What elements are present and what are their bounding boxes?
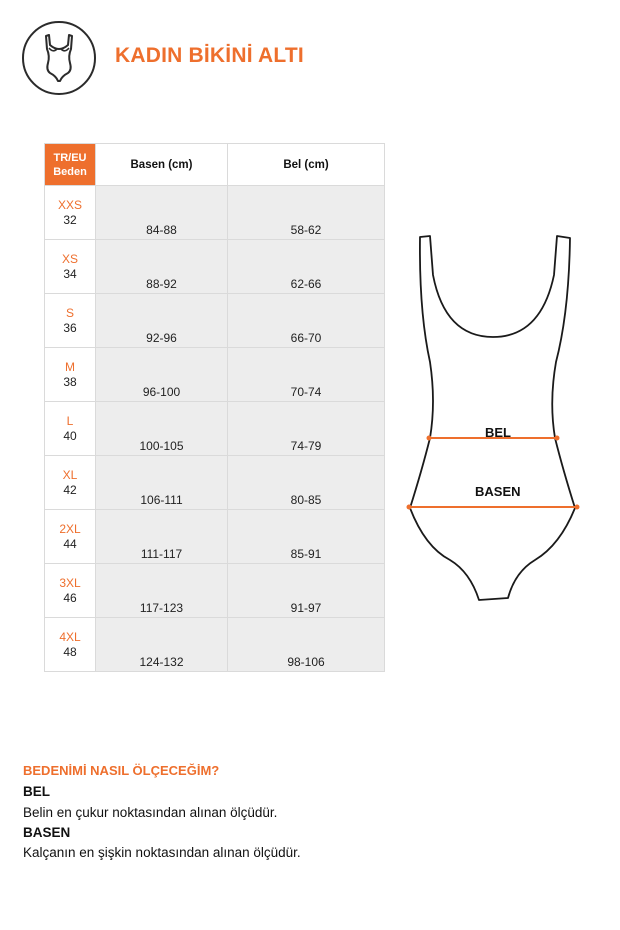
guide-title: BEDENİMİ NASIL ÖLÇECEĞİM? xyxy=(23,763,220,778)
size-number: 32 xyxy=(63,213,77,227)
page-title: KADIN BİKİNİ ALTI xyxy=(115,44,304,67)
waist-cell xyxy=(228,402,385,456)
size-cell xyxy=(45,456,96,510)
size-table xyxy=(44,143,385,672)
hip-cell xyxy=(96,186,228,240)
size-label: 4XL xyxy=(59,630,81,644)
size-cell xyxy=(45,240,96,294)
hip-value: 117-123 xyxy=(139,601,184,615)
size-label: 2XL xyxy=(59,522,81,536)
hip-cell xyxy=(96,564,228,618)
hip-cell xyxy=(96,294,228,348)
header-size-line2: Beden xyxy=(53,165,87,178)
table-row xyxy=(45,402,385,456)
table-row xyxy=(45,240,385,294)
hip-value: 111-117 xyxy=(140,547,183,561)
waist-value: 91-97 xyxy=(290,601,322,615)
waist-cell xyxy=(228,564,385,618)
size-label: M xyxy=(65,360,75,374)
size-number: 44 xyxy=(63,537,77,551)
waist-cell xyxy=(228,294,385,348)
waist-cell xyxy=(228,348,385,402)
size-label: XS xyxy=(61,252,78,266)
size-number: 40 xyxy=(63,429,77,443)
waist-cell xyxy=(228,618,385,672)
table-row xyxy=(45,294,385,348)
size-cell xyxy=(45,618,96,672)
waist-value: 70-74 xyxy=(290,385,322,399)
waist-cell xyxy=(228,186,385,240)
waist-value: 66-70 xyxy=(290,331,322,345)
size-number: 38 xyxy=(63,375,77,389)
size-number: 34 xyxy=(63,267,77,281)
guide-waist-title: BEL xyxy=(23,784,50,799)
header-waist: Bel (cm) xyxy=(228,144,385,186)
swimsuit-icon xyxy=(24,23,94,93)
table-row xyxy=(45,618,385,672)
size-label: XXS xyxy=(57,198,82,212)
waist-value: 85-91 xyxy=(290,547,322,561)
size-label: L xyxy=(66,414,74,428)
waist-cell xyxy=(228,456,385,510)
hip-cell xyxy=(96,240,228,294)
swimsuit-logo xyxy=(22,21,96,95)
table-row xyxy=(45,186,385,240)
table-row xyxy=(45,348,385,402)
size-number: 36 xyxy=(63,321,77,335)
table-header-row xyxy=(45,144,385,186)
header-hip: Basen (cm) xyxy=(96,144,228,186)
hip-value: 96-100 xyxy=(142,385,181,399)
hip-value: 92-96 xyxy=(146,331,177,345)
size-cell xyxy=(45,186,96,240)
guide-waist-text: Belin en çukur noktasından alınan ölçüdür. xyxy=(23,805,278,820)
hip-value: 124-132 xyxy=(139,655,184,669)
hip-cell xyxy=(96,456,228,510)
size-cell xyxy=(45,402,96,456)
table-row xyxy=(45,456,385,510)
hip-value: 100-105 xyxy=(139,439,184,453)
size-cell xyxy=(45,564,96,618)
size-number: 42 xyxy=(63,483,77,497)
swimsuit-outline xyxy=(410,236,575,600)
waist-value: 62-66 xyxy=(290,277,322,291)
header-size xyxy=(45,144,96,186)
size-number: 46 xyxy=(63,591,77,605)
size-label: S xyxy=(65,306,74,320)
size-label: 3XL xyxy=(59,576,81,590)
waist-value: 74-79 xyxy=(290,439,322,453)
hip-value: 84-88 xyxy=(146,223,177,237)
guide-hip-text: Kalçanın en şişkin noktasından alınan ölçüdür. xyxy=(23,845,301,860)
waist-cell xyxy=(228,510,385,564)
hip-value: 106-111 xyxy=(140,493,183,507)
waist-value: 98-106 xyxy=(287,655,325,669)
hip-value: 88-92 xyxy=(146,277,177,291)
waist-cell xyxy=(228,240,385,294)
size-cell xyxy=(45,348,96,402)
hip-label: BASEN xyxy=(475,484,521,499)
size-label: XL xyxy=(62,468,78,482)
guide-hip-title: BASEN xyxy=(23,825,71,840)
size-cell xyxy=(45,294,96,348)
hip-cell xyxy=(96,618,228,672)
header-size-line1: TR/EU xyxy=(53,151,87,164)
swimsuit-figure xyxy=(405,232,585,607)
waist-value: 58-62 xyxy=(290,223,322,237)
size-number: 48 xyxy=(63,645,77,659)
table-row xyxy=(45,510,385,564)
hip-cell xyxy=(96,510,228,564)
hip-cell xyxy=(96,348,228,402)
waist-value: 80-85 xyxy=(290,493,322,507)
table-row xyxy=(45,564,385,618)
hip-cell xyxy=(96,402,228,456)
waist-label: BEL xyxy=(485,425,511,440)
size-cell xyxy=(45,510,96,564)
